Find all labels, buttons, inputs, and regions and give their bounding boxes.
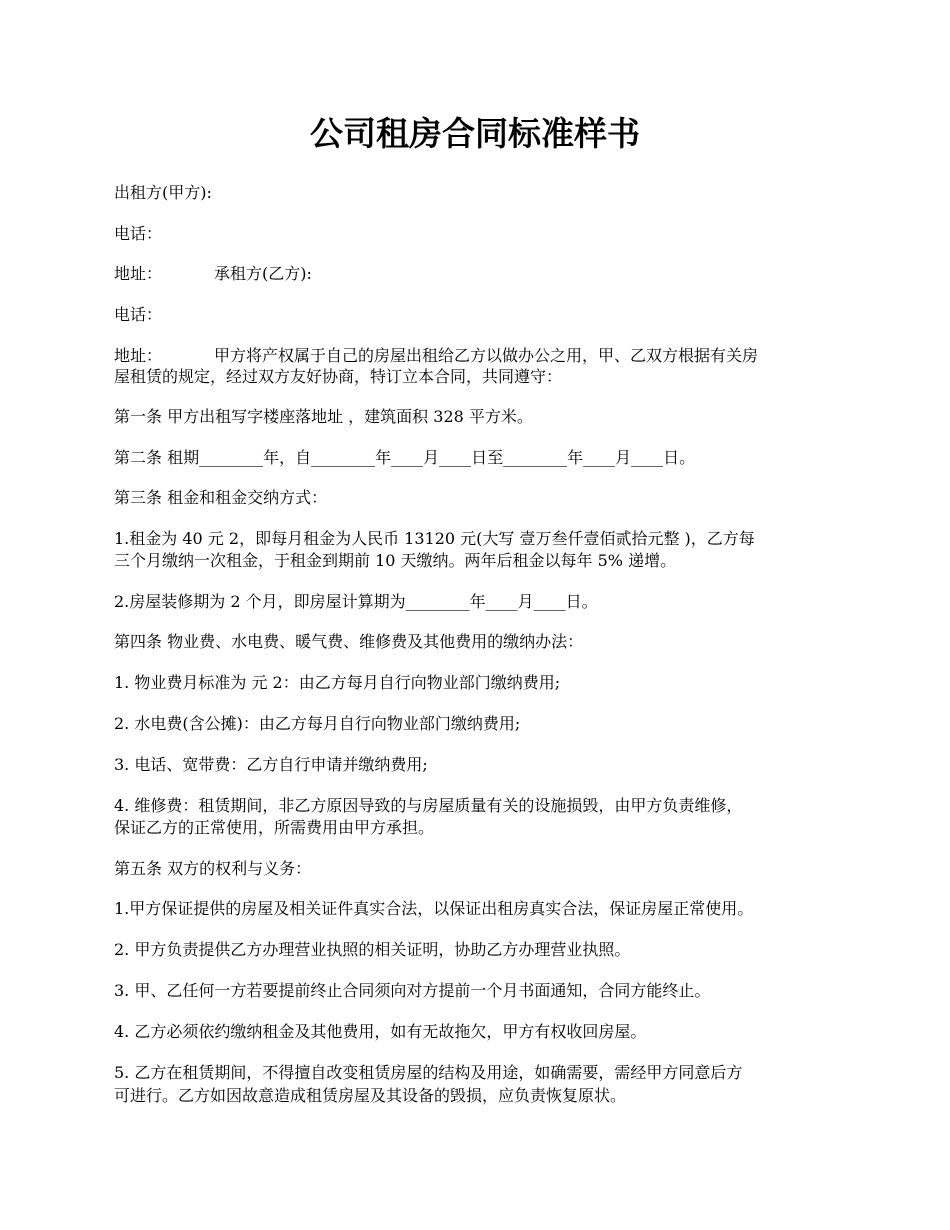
address-line <box>114 263 854 285</box>
article-4-item-2: 2. 水电费(含公摊)：由乙方每月自行向物业部门缴纳费用; <box>114 714 521 733</box>
article-3-item-1-continued: 三个月缴纳一次租金，于租金到期前 10 天缴纳。两年后租金以每年 5% 递增。 <box>114 551 677 570</box>
article-4-item-4: 4. 维修费：租赁期间，非乙方原因导致的与房屋质量有关的设施损毁，由甲方负责维修， <box>114 796 743 815</box>
article-3-item-2: 2.房屋装修期为 2 个月，即房屋计算期为________年____月____日。 <box>114 592 598 611</box>
article-5-item-5: 5. 乙方在租赁期间，不得擅自改变租赁房屋的结构及用途，如确需要，需经甲方同意后方 <box>114 1063 743 1082</box>
intro-continued: 屋租赁的规定，经过双方友好协商，特订立本合同，共同遵守： <box>114 367 563 386</box>
article-4-heading: 第四条 物业费、水电费、暖气费、维修费及其他费用的缴纳办法： <box>114 632 584 651</box>
article-3-heading: 第三条 租金和租金交纳方式： <box>114 488 328 507</box>
article-4-item-3: 3. 电话、宽带费：乙方自行申请并缴纳费用; <box>114 755 428 774</box>
article-5-item-3: 3. 甲、乙任何一方若要提前终止合同须向对方提前一个月书面通知，合同方能终止。 <box>114 981 711 1000</box>
address-label: 地址： <box>114 264 163 283</box>
article-5-item-2: 2. 甲方负责提供乙方办理营业执照的相关证明，协助乙方办理营业执照。 <box>114 940 631 959</box>
article-4-item-1: 1. 物业费月标准为 元 2：由乙方每月自行向物业部门缴纳费用; <box>114 673 561 692</box>
phone-line: 电话： <box>114 305 163 324</box>
lessor-line: 出租方(甲方): <box>114 183 212 202</box>
address-line <box>114 345 854 367</box>
article-5-item-5-continued: 可进行。乙方如因故意造成租赁房屋及其设备的毁损，应负责恢复原状。 <box>114 1086 627 1105</box>
article-3-item-1: 1.租金为 40 元 2，即每月租金为人民币 13120 元(大写 壹万叁仟壹佰贰拾元整 )，乙方每 <box>114 529 755 548</box>
article-5-heading: 第五条 双方的权利与义务： <box>114 859 312 878</box>
article-5-item-1: 1.甲方保证提供的房屋及相关证件真实合法，以保证出租房真实合法，保证房屋正常使用。 <box>114 899 754 918</box>
intro-text: 甲方将产权属于自己的房屋出租给乙方以做办公之用，甲、乙双方根据有关房 <box>214 346 759 365</box>
lessee-label: 承租方(乙方): <box>214 264 312 283</box>
phone-line: 电话： <box>114 224 163 243</box>
article-5-item-4: 4. 乙方必须依约缴纳租金及其他费用，如有无故拖欠，甲方有权收回房屋。 <box>114 1022 647 1041</box>
article-1: 第一条 甲方出租写字楼座落地址 ，建筑面积 328 平方米。 <box>114 407 533 426</box>
article-2: 第二条 租期________年，自________年____月____日至________年____月____日。 <box>114 448 696 467</box>
article-4-item-4-continued: 保证乙方的正常使用，所需费用由甲方承担。 <box>114 818 435 837</box>
document-title: 公司租房合同标准样书 <box>310 114 640 153</box>
address-label: 地址： <box>114 346 163 365</box>
